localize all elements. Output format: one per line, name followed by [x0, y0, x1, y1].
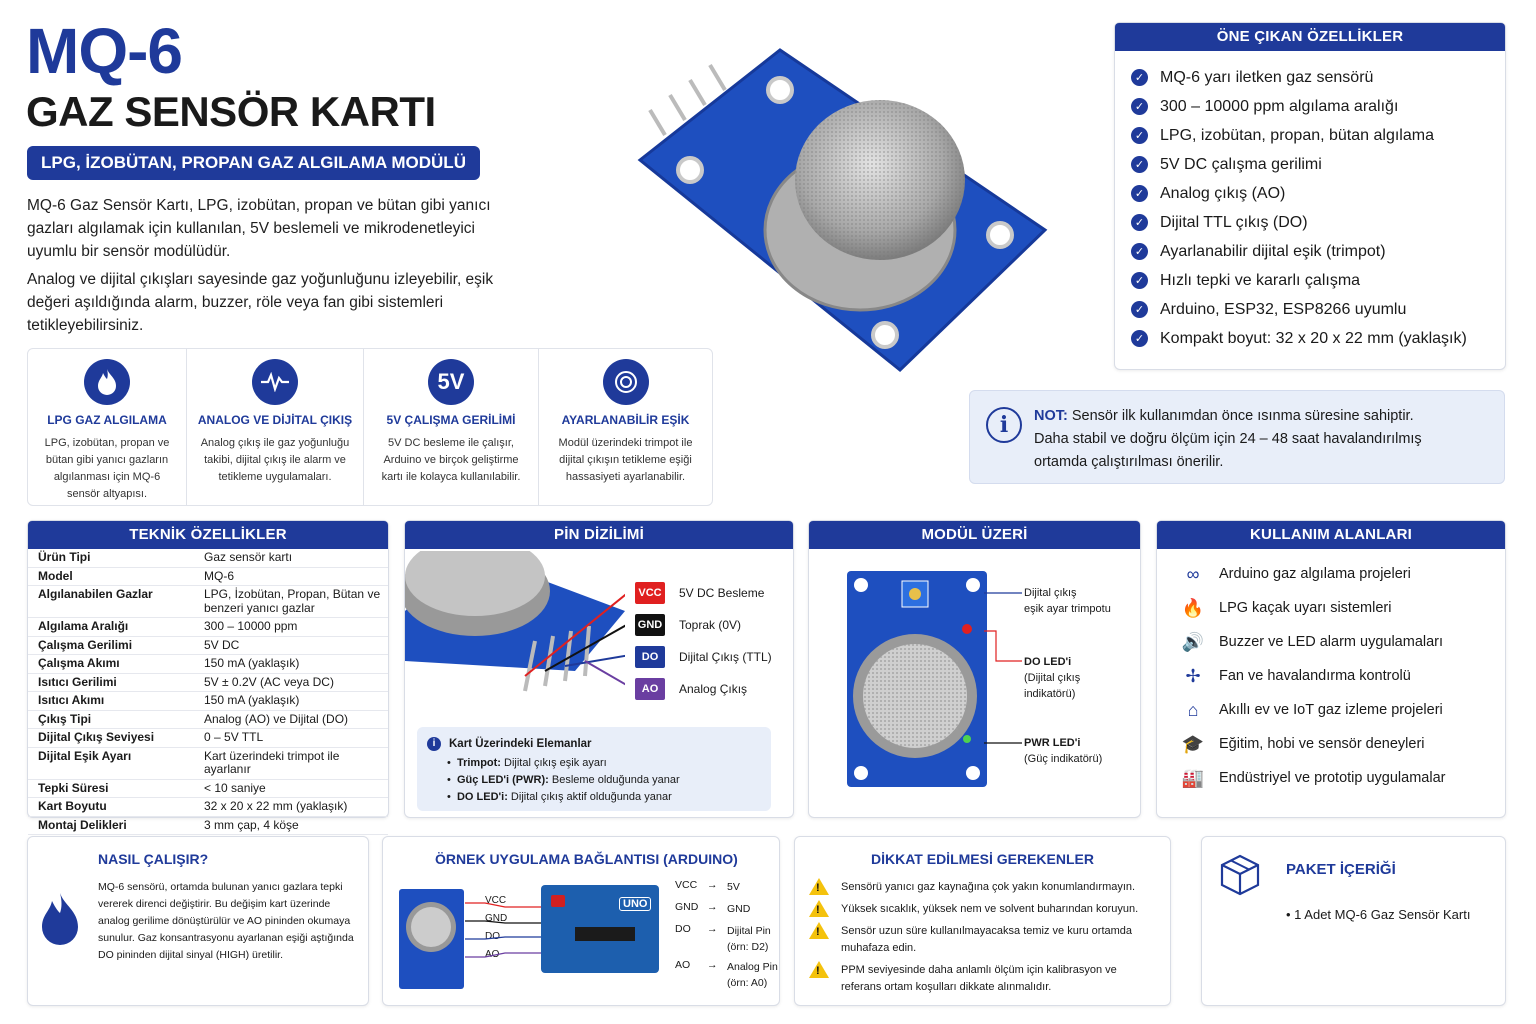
specs-header: TEKNİK ÖZELLİKLER — [28, 521, 388, 549]
product-badge: LPG, İZOBÜTAN, PROPAN GAZ ALGILAMA MODÜLÜ — [27, 146, 480, 180]
pins-card — [404, 520, 794, 818]
caution-item: ! PPM seviyesinde daha anlamlı ölçüm için kalibrasyon ve referans ortam koşulları dikkate alınmalıdır. — [809, 962, 1159, 996]
caution-item: ! Sensör uzun süre kullanılmayacaksa temiz ve kuru ortamda muhafaza edin. — [809, 923, 1159, 957]
use-item: 🏭 Endüstriyel ve prototip uygulamalar — [1181, 761, 1505, 795]
speaker-icon: 🔊 — [1181, 631, 1205, 652]
use-item: 🎓 Eğitim, hobi ve sensör deneyleri — [1181, 727, 1505, 761]
highlights-header: ÖNE ÇIKAN ÖZELLİKLER — [1115, 23, 1505, 51]
caution-item: ! Yüksek sıcaklık, yüksek nem ve solvent buharından koruyun. — [809, 901, 1159, 918]
specs-card — [27, 520, 389, 832]
example-card — [382, 836, 780, 1006]
warning-icon: ! — [809, 922, 829, 939]
spec-key: Algılanabilen Gazlar — [28, 586, 194, 618]
arduino-icon: ∞ — [1186, 563, 1200, 584]
pins-header: PİN DİZİLİMİ — [405, 521, 793, 549]
feature-title: LPG GAZ ALGILAMA — [47, 413, 167, 427]
factory-icon: 🏭 — [1181, 767, 1205, 788]
spec-key: Dijital Çıkış Seviyesi — [28, 729, 194, 748]
cautions-card — [794, 836, 1171, 1006]
arduino-uno-label: UNO — [619, 897, 651, 911]
check-icon: ✓ — [1131, 214, 1148, 231]
wire-label: GND — [485, 913, 508, 924]
feature-card-threshold — [538, 348, 713, 506]
pin-label: DO — [635, 646, 665, 668]
spec-key: Kart Boyutu — [28, 798, 194, 817]
check-icon: ✓ — [1131, 272, 1148, 289]
spec-key: Tepki Süresi — [28, 779, 194, 798]
flame-icon — [84, 359, 130, 405]
cautions-list — [809, 879, 1159, 1001]
spec-value: 150 mA (yaklaşık) — [194, 655, 388, 674]
info-icon: i — [427, 737, 441, 751]
callout-do-led: DO LED'i (Dijital çıkış indikatörü) — [1024, 656, 1081, 700]
spec-key: Model — [28, 567, 194, 586]
specs-table — [28, 549, 388, 835]
feature-title: 5V ÇALIŞMA GERİLİMİ — [386, 413, 516, 427]
spec-row — [28, 816, 388, 835]
pin-row — [635, 577, 772, 609]
spec-key: Isıtıcı Gerilimi — [28, 673, 194, 692]
spec-value: 5V DC — [194, 636, 388, 655]
use-item: 🔥 LPG kaçak uyarı sistemleri — [1181, 591, 1505, 625]
box-icon — [1218, 853, 1262, 897]
pin-desc: 5V DC Besleme — [679, 586, 765, 600]
intro-paragraph-1: MQ-6 Gaz Sensör Kartı, LPG, izobütan, propan ve bütan gibi yanıcı gazları algılamak için kullanılan, 5V beslemeli ve mikrodenetleyici uyumlu bir sensör modülüdür. — [27, 197, 491, 260]
how-text: MQ-6 sensörü, ortamda bulunan yanıcı gazlara tepki vererek direnci değiştirir. Bu değişim kart üzerinde analog gerilime dönüştürülür ve AO pininden okumaya sunulur. Gaz konsantrasyonu ayarlanan eşiği aştığında DO pininden dijital sinyal (HIGH) üretilir. — [98, 881, 354, 961]
spec-value: Gaz sensör kartı — [194, 549, 388, 567]
feature-card-lpg — [27, 348, 187, 506]
spec-row — [28, 779, 388, 798]
highlight-item: ✓ MQ-6 yarı iletken gaz sensörü — [1131, 63, 1505, 92]
highlight-item: ✓ Analog çıkış (AO) — [1131, 179, 1505, 208]
pin-label: AO — [635, 678, 665, 700]
pin-row — [635, 673, 772, 705]
caution-item: ! Sensörü yanıcı gaz kaynağına çok yakın konumlandırmayın. — [809, 879, 1159, 896]
spec-row — [28, 798, 388, 817]
spec-key: Ürün Tipi — [28, 549, 194, 567]
pulse-icon — [252, 359, 298, 405]
pin-row — [635, 609, 772, 641]
example-sensor-image — [399, 889, 464, 989]
check-icon: ✓ — [1131, 243, 1148, 260]
spec-row — [28, 655, 388, 674]
callout-pwr-led: PWR LED'i (Güç indikatörü) — [1024, 737, 1103, 765]
note-line-2: Daha stabil ve doğru ölçüm için 24 – 48 saat havalandırılmış — [1034, 431, 1422, 447]
use-item: ⌂ Akıllı ev ve IoT gaz izleme projeleri — [1181, 693, 1505, 727]
note-box — [969, 390, 1505, 484]
spec-value: 0 – 5V TTL — [194, 729, 388, 748]
wire-label: AO — [485, 949, 500, 960]
warning-icon: ! — [809, 878, 829, 895]
pin-desc: Dijital Çıkış (TTL) — [679, 650, 772, 664]
cautions-title: DİKKAT EDİLMESİ GEREKENLER — [871, 851, 1094, 867]
check-icon: ✓ — [1131, 127, 1148, 144]
pin-label: GND — [635, 614, 665, 636]
spec-row — [28, 567, 388, 586]
spec-row — [28, 729, 388, 748]
uses-card — [1156, 520, 1506, 818]
module-header: MODÜL ÜZERİ — [809, 521, 1140, 549]
check-icon: ✓ — [1131, 301, 1148, 318]
board-element-item: • Trimpot: Dijital çıkış eşik ayarı — [447, 757, 607, 769]
highlight-item: ✓ 5V DC çalışma gerilimi — [1131, 150, 1505, 179]
highlight-item: ✓ LPG, izobütan, propan, bütan algılama — [1131, 121, 1505, 150]
spec-row — [28, 586, 388, 618]
spec-key: Dijital Eşik Ayarı — [28, 747, 194, 779]
feature-desc: Analog çıkış ile gaz yoğunluğu takibi, dijital çıkış ile alarm ve tetikleme uygulamaları. — [200, 437, 350, 483]
spec-key: Çıkış Tipi — [28, 710, 194, 729]
spec-value: 3 mm çap, 4 köşe — [194, 816, 388, 835]
spec-row — [28, 618, 388, 637]
board-element-item: • Güç LED'i (PWR): Besleme olduğunda yanar — [447, 774, 680, 786]
wire-label: DO — [485, 931, 500, 942]
spec-key: Çalışma Akımı — [28, 655, 194, 674]
package-card — [1201, 836, 1506, 1006]
pin-desc: Toprak (0V) — [679, 618, 742, 632]
warning-icon: ! — [809, 900, 829, 917]
arduino-board-image — [541, 885, 659, 973]
check-icon: ✓ — [1131, 156, 1148, 173]
callout-trimpot: Dijital çıkış eşik ayar trimpotu — [1024, 587, 1111, 615]
pin-closeup-image — [405, 551, 625, 701]
flame-icon — [36, 889, 84, 949]
warning-icon: ! — [809, 961, 829, 978]
spec-row — [28, 747, 388, 779]
spec-key: Isıtıcı Akımı — [28, 692, 194, 711]
note-label: NOT: — [1034, 408, 1068, 424]
pin-map-row: VCC → 5V — [675, 879, 740, 893]
feature-desc: LPG, izobütan, propan ve bütan gibi yanıcı gazların algılanması için MQ-6 sensör altyapısı. — [44, 437, 170, 500]
check-icon: ✓ — [1131, 69, 1148, 86]
fan-icon: ✢ — [1185, 665, 1201, 686]
module-card — [808, 520, 1141, 818]
feature-desc: Modül üzerindeki trimpot ile dijital çıkışın tetikleme eşiği hassasiyeti ayarlanabilir. — [558, 437, 693, 483]
pin-map-row: AO → Analog Pin (örn: A0) — [675, 959, 778, 989]
use-item: ∞ Arduino gaz algılama projeleri — [1181, 557, 1505, 591]
5v-icon: 5V — [428, 359, 474, 405]
highlight-item: ✓ Hızlı tepki ve kararlı çalışma — [1131, 266, 1505, 295]
spec-value: 5V ± 0.2V (AC veya DC) — [194, 673, 388, 692]
spec-value: LPG, İzobütan, Propan, Bütan ve benzeri yanıcı gazlar — [194, 586, 388, 618]
feature-card-voltage — [363, 348, 539, 506]
spec-value: 32 x 20 x 22 mm (yaklaşık) — [194, 798, 388, 817]
spec-row — [28, 692, 388, 711]
pin-map-row: DO → Dijital Pin (örn: D2) — [675, 923, 771, 953]
highlights-list — [1115, 51, 1505, 353]
note-line-1: Sensör ilk kullanımdan önce ısınma süresine sahiptir. — [1067, 408, 1414, 424]
spec-key: Çalışma Gerilimi — [28, 636, 194, 655]
highlight-item: ✓ Dijital TTL çıkış (DO) — [1131, 208, 1505, 237]
module-top-image — [847, 571, 987, 787]
example-title: ÖRNEK UYGULAMA BAĞLANTISI (ARDUINO) — [435, 851, 738, 867]
flame-icon: 🔥 — [1181, 597, 1205, 618]
highlight-item: ✓ 300 – 10000 ppm algılama aralığı — [1131, 92, 1505, 121]
package-item: • 1 Adet MQ-6 Gaz Sensör Kartı — [1286, 907, 1471, 922]
example-wires — [465, 897, 545, 977]
graduation-icon: 🎓 — [1181, 733, 1205, 754]
package-title: PAKET İÇERİĞİ — [1286, 861, 1396, 878]
module-callout-lines — [984, 581, 1024, 781]
spec-key: Algılama Aralığı — [28, 618, 194, 637]
uses-list — [1157, 549, 1505, 795]
intro-paragraph-2: Analog ve dijital çıkışları sayesinde gaz yoğunluğunu izleyebilir, eşik değeri aşıldığında alarm, buzzer, röle veya fan gibi sistemleri tetikleyebilirsiniz. — [27, 271, 494, 334]
use-item: 🔊 Buzzer ve LED alarm uygulamaları — [1181, 625, 1505, 659]
pin-desc: Analog Çıkış — [679, 682, 748, 696]
spec-value: Analog (AO) ve Dijital (DO) — [194, 710, 388, 729]
highlight-item: ✓ Ayarlanabilir dijital eşik (trimpot) — [1131, 237, 1505, 266]
spec-key: Montaj Delikleri — [28, 816, 194, 835]
spec-value: < 10 saniye — [194, 779, 388, 798]
spec-value: MQ-6 — [194, 567, 388, 586]
highlight-item: ✓ Kompakt boyut: 32 x 20 x 22 mm (yaklaşık) — [1131, 324, 1505, 353]
board-element-item: • DO LED'i: Dijital çıkış aktif olduğunda yanar — [447, 791, 672, 803]
check-icon: ✓ — [1131, 98, 1148, 115]
spec-value: 150 mA (yaklaşık) — [194, 692, 388, 711]
adjust-icon — [603, 359, 649, 405]
wire-label: VCC — [485, 895, 507, 906]
spec-value: Kart üzerindeki trimpot ile ayarlanır — [194, 747, 388, 779]
uses-header: KULLANIM ALANLARI — [1157, 521, 1505, 549]
feature-desc: 5V DC besleme ile çalışır, Arduino ve birçok geliştirme kartı ile kolayca kullanılabilir. — [381, 437, 521, 483]
check-icon: ✓ — [1131, 330, 1148, 347]
feature-card-output — [186, 348, 364, 506]
spec-row — [28, 636, 388, 655]
pin-row — [635, 641, 772, 673]
spec-row — [28, 710, 388, 729]
pin-mapping — [675, 879, 778, 995]
pin-map-row: GND → GND — [675, 901, 751, 915]
how-card — [27, 836, 369, 1006]
board-elements-box — [417, 727, 771, 811]
sensor-module-image — [630, 30, 1060, 380]
use-item: ✢ Fan ve havalandırma kontrolü — [1181, 659, 1505, 693]
highlight-item: ✓ Arduino, ESP32, ESP8266 uyumlu — [1131, 295, 1505, 324]
check-icon: ✓ — [1131, 185, 1148, 202]
pin-list — [635, 577, 772, 705]
info-icon: i — [986, 407, 1022, 443]
pin-label: VCC — [635, 582, 665, 604]
note-line-3: ortamda çalıştırılması önerilir. — [1034, 454, 1224, 470]
spec-value: 300 – 10000 ppm — [194, 618, 388, 637]
spec-row — [28, 673, 388, 692]
home-icon: ⌂ — [1187, 699, 1199, 720]
highlights-card — [1114, 22, 1506, 370]
feature-title: AYARLANABİLİR EŞİK — [561, 413, 690, 427]
how-title: NASIL ÇALIŞIR? — [98, 851, 209, 867]
product-subtitle: GAZ SENSÖR KARTI — [26, 88, 436, 135]
feature-title: ANALOG VE DİJİTAL ÇIKIŞ — [197, 413, 353, 427]
spec-row — [28, 549, 388, 567]
product-title: MQ-6 — [26, 15, 182, 87]
board-elements-title: Kart Üzerindeki Elemanlar — [449, 738, 592, 750]
